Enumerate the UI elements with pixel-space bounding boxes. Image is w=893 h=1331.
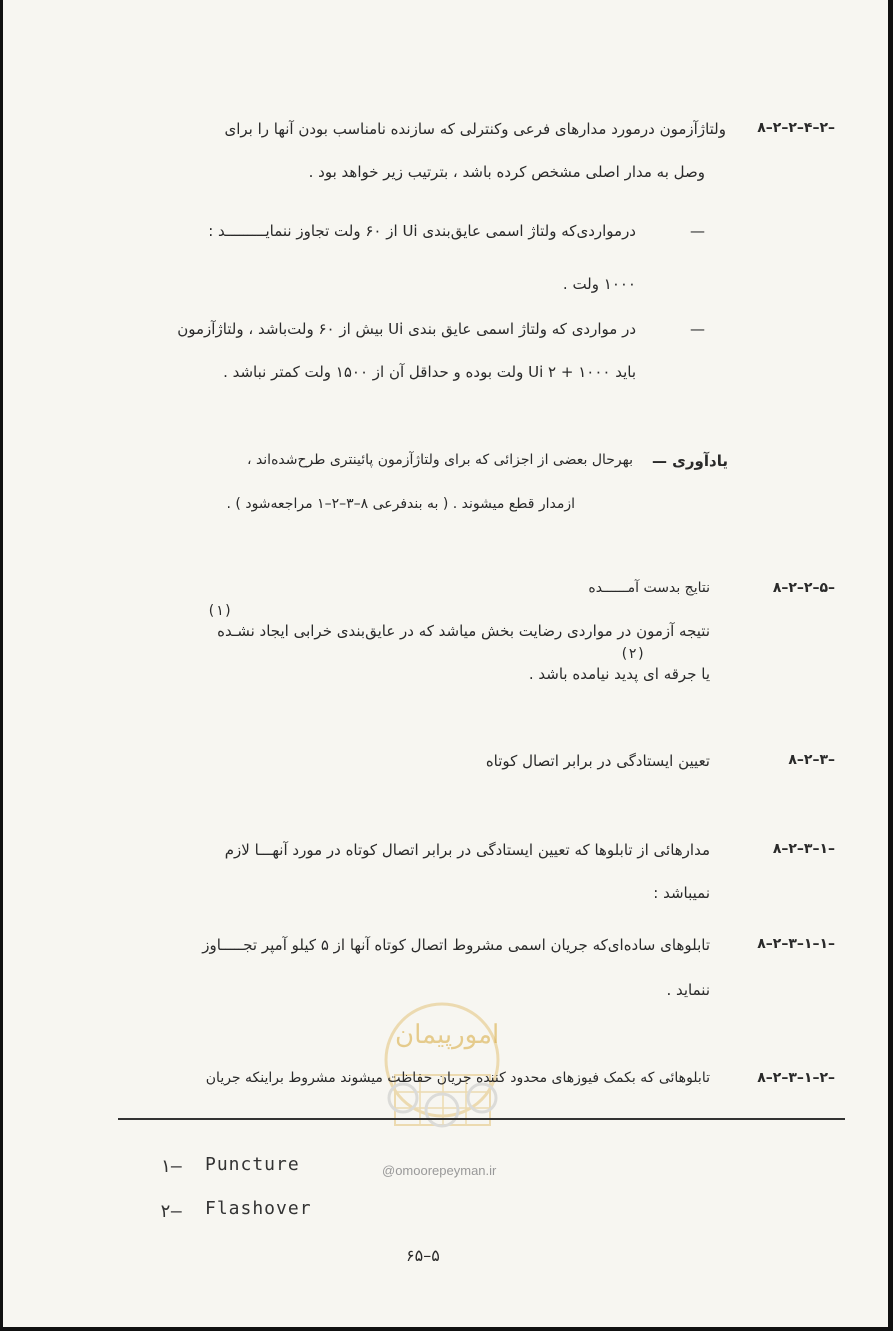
paragraph-line: تابلوهای ساده‌ای‌که جریان اسمی مشروط اتصال کوتاه آنها از ۵ کیلو آمپر تجـــــاوز bbox=[202, 936, 710, 954]
section-number: ۸–۲–۳–۱– bbox=[772, 841, 835, 857]
section-number: ۸–۲–۳–۱–۲– bbox=[757, 1070, 835, 1086]
paragraph-line: تابلوهائی که بکمک فیوزهای محدود کننده جریان حفاظت میشوند مشروط براینکه جریان bbox=[205, 1070, 710, 1086]
reminder-line: بهرحال بعضی از اجزائی که برای ولتاژآزمون پائینتری طرح‌شده‌اند ، bbox=[246, 452, 633, 468]
bullet-dash: — bbox=[690, 222, 705, 240]
footnote-number: ۲– bbox=[160, 1201, 182, 1222]
paragraph-line: مدارهائی از تابلوها که تعیین ایستادگی در برابر اتصال کوتاه در مورد آنهـــا لازم bbox=[224, 841, 710, 859]
section-number: ۸–۲–۳– bbox=[788, 752, 835, 768]
section-title: تعیین ایستادگی در برابر اتصال کوتاه bbox=[485, 752, 710, 770]
bullet-line: ۱۰۰۰ ولت . bbox=[562, 275, 636, 293]
bullet-line: در مواردی که ولتاژ اسمی عایق بندی Ui بیش از ۶۰ ولت‌باشد ، ولتاژآزمون bbox=[177, 320, 636, 338]
watermark-url: @omoorepeyman.ir bbox=[382, 1163, 497, 1178]
paragraph-line: نتیجه آزمون در مواردی رضایت بخش میاشد که در عایق‌بندی خرابی ایجاد نشـده bbox=[217, 622, 710, 640]
paragraph-line: وصل به مدار اصلی مشخص کرده باشد ، بترتیب زیر خواهد بود . bbox=[308, 163, 705, 181]
section-number: ۸–۲–۳–۱–۱– bbox=[757, 936, 835, 952]
footnote-separator bbox=[118, 1118, 845, 1120]
scan-border-right bbox=[888, 0, 893, 1331]
bullet-line: باید ۱۰۰۰ + Ui ۲ ولت بوده و حداقل آن از ۱۵۰۰ ولت کمتر نباشد . bbox=[223, 363, 636, 381]
bullet-dash: — bbox=[690, 320, 705, 338]
footnote-ref-1: (۱) bbox=[207, 603, 233, 619]
footnote-text: Flashover bbox=[205, 1198, 312, 1219]
section-number: ۸–۲–۲–۵– bbox=[772, 580, 835, 596]
page-number: ۶۵–۵ bbox=[406, 1246, 440, 1265]
reminder-line: ازمدار قطع میشوند . ( به بندفرعی ۸–۳–۲–۱ مراجعه‌شود ) . bbox=[226, 496, 575, 512]
paragraph-line: یا جرقه ای پدید نیامده باشد . bbox=[528, 665, 710, 683]
reminder-label: یادآوری — bbox=[651, 452, 728, 470]
scan-border-left bbox=[0, 0, 3, 1331]
scan-border-bottom bbox=[0, 1327, 893, 1331]
footnote-number: ۱– bbox=[160, 1156, 182, 1177]
footnote-ref-2: (۲) bbox=[620, 646, 646, 662]
paragraph-line: نمیباشد : bbox=[653, 884, 710, 902]
section-number: ۸–۲–۲–۴–۲– bbox=[757, 120, 835, 136]
bullet-line: درمواردی‌که ولتاژ اسمی عایق‌بندی Ui از ۶۰ ولت تجاوز ننمایـــــــــد : bbox=[208, 222, 636, 240]
paragraph-line: ننماید . bbox=[666, 981, 710, 999]
paragraph-line: ولتاژآزمون درمورد مدارهای فرعی وکنترلی که سازنده نامناسب بودن آنها را برای bbox=[224, 120, 726, 138]
footnote-text: Puncture bbox=[205, 1154, 300, 1175]
section-title: نتایج بدست آمــــــده bbox=[588, 580, 710, 596]
watermark-logo-text: امورپیمان bbox=[395, 1020, 500, 1050]
